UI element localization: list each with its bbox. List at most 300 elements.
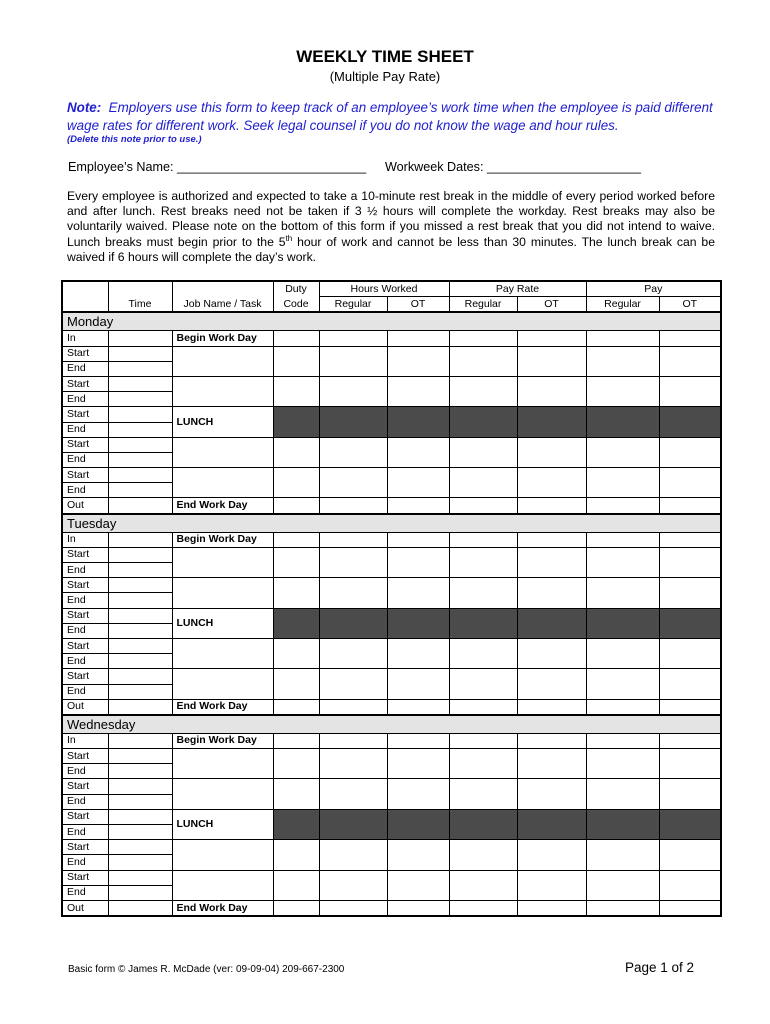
time-header: Time [108,297,172,313]
time-entry[interactable] [108,669,172,684]
amount-entry[interactable] [319,779,387,809]
rate-regular-header: Regular [449,297,517,313]
time-entry[interactable] [108,452,172,467]
row-label: Start [62,840,108,855]
amount-entry[interactable] [586,840,659,870]
amount-entry[interactable] [517,468,586,498]
amount-entry [586,407,659,437]
day-label: Tuesday [62,514,721,533]
amount-entry[interactable] [449,547,517,577]
amount-entry[interactable] [449,870,517,900]
duty-code-entry[interactable] [273,870,319,900]
job-header: Job Name / Task [172,297,273,313]
amount-entry[interactable] [517,699,586,715]
amount-entry[interactable] [449,468,517,498]
duty-code-entry[interactable] [273,638,319,668]
duty-code-entry[interactable] [273,578,319,608]
job-entry[interactable] [172,346,273,376]
amount-entry [517,407,586,437]
amount-entry[interactable] [517,437,586,467]
amount-entry[interactable] [449,498,517,514]
amount-entry[interactable] [659,331,721,346]
row-label: Start [62,870,108,885]
amount-entry[interactable] [319,468,387,498]
amount-entry[interactable] [387,376,449,406]
amount-entry[interactable] [319,578,387,608]
duty-code-entry[interactable] [273,749,319,779]
row-label: Start [62,608,108,623]
row-label: Start [62,749,108,764]
job-label: End Work Day [172,699,273,715]
break-policy-text [67,189,715,265]
row-label: Start [62,669,108,684]
amount-entry[interactable] [387,669,449,699]
page-number: Page 1 of 2 [625,960,695,975]
delete-note: (Delete this note prior to use.) [67,134,202,145]
job-label: Begin Work Day [172,532,273,547]
amount-entry[interactable] [659,840,721,870]
job-entry[interactable] [172,468,273,498]
in-row [62,532,721,547]
job-entry[interactable] [172,638,273,668]
amount-entry[interactable] [517,331,586,346]
amount-entry[interactable] [449,733,517,748]
pay-rate-header: Pay Rate [449,281,586,297]
code-header: Code [273,297,319,313]
time-entry[interactable] [108,870,172,885]
rate-ot-header: OT [517,297,586,313]
hours-ot-header: OT [387,297,449,313]
duty-code-entry[interactable] [273,532,319,547]
amount-entry[interactable] [449,669,517,699]
out-row [62,699,721,715]
amount-entry [387,608,449,638]
amount-entry [659,407,721,437]
amount-entry[interactable] [449,699,517,715]
employee-name-field[interactable]: Employee’s Name: ___________________________ [68,160,367,174]
form-title: WEEKLY TIME SHEET [296,47,474,66]
amount-entry[interactable] [517,376,586,406]
time-entry[interactable] [108,733,172,748]
amount-entry[interactable] [319,498,387,514]
amount-entry[interactable] [659,870,721,900]
start-row [62,749,721,764]
amount-entry [387,407,449,437]
amount-entry[interactable] [586,346,659,376]
amount-entry[interactable] [449,346,517,376]
amount-entry[interactable] [319,749,387,779]
amount-entry[interactable] [517,498,586,514]
time-entry[interactable] [108,885,172,900]
amount-entry[interactable] [387,331,449,346]
start-row [62,840,721,855]
employer-note [67,99,737,135]
workweek-dates-field[interactable]: Workweek Dates: ______________________ [385,160,642,174]
amount-entry[interactable] [449,578,517,608]
row-label: Start [62,437,108,452]
row-label: End [62,452,108,467]
time-entry[interactable] [108,608,172,623]
start-row [62,468,721,483]
amount-entry[interactable] [449,779,517,809]
row-label: End [62,563,108,578]
row-label: Start [62,578,108,593]
job-entry[interactable] [172,376,273,406]
policy-sup: th [285,233,293,243]
amount-entry[interactable] [659,900,721,916]
amount-entry[interactable] [449,532,517,547]
amount-entry[interactable] [659,749,721,779]
amount-entry[interactable] [586,437,659,467]
hours-regular-header: Regular [319,297,387,313]
note-text: Employers use this form to keep track of an employee’s work time when the employee is paid different wage rates for different work. Seek legal counsel if you do not know the wage and hour rules. [67,100,713,133]
amount-entry[interactable] [387,437,449,467]
amount-entry [586,608,659,638]
duty-header: Duty [273,281,319,297]
amount-entry[interactable] [449,900,517,916]
form-subtitle: (Multiple Pay Rate) [329,69,441,84]
header-blank [62,281,108,297]
amount-entry[interactable] [517,733,586,748]
pay-regular-header: Regular [586,297,659,313]
lunch-start-row [62,608,721,623]
start-row [62,578,721,593]
amount-entry[interactable] [517,840,586,870]
start-row [62,437,721,452]
row-label: Start [62,779,108,794]
time-entry[interactable] [108,794,172,809]
start-row [62,870,721,885]
time-entry[interactable] [108,840,172,855]
amount-entry[interactable] [449,749,517,779]
time-entry[interactable] [108,392,172,407]
row-label: End [62,825,108,840]
time-entry[interactable] [108,779,172,794]
day-header-row [62,514,721,533]
amount-entry[interactable] [319,669,387,699]
amount-entry[interactable] [586,870,659,900]
amount-entry[interactable] [586,669,659,699]
duty-code-entry[interactable] [273,468,319,498]
header-row-1 [62,281,721,297]
duty-code-entry[interactable] [273,699,319,715]
amount-entry[interactable] [586,578,659,608]
time-entry[interactable] [108,361,172,376]
time-entry[interactable] [108,809,172,824]
row-label: Start [62,638,108,653]
day-label: Wednesday [62,715,721,734]
amount-entry[interactable] [659,733,721,748]
row-label: Start [62,809,108,824]
amount-entry[interactable] [449,376,517,406]
row-label: Start [62,547,108,562]
amount-entry[interactable] [387,638,449,668]
day-header-row [62,715,721,734]
start-row [62,638,721,653]
amount-entry[interactable] [659,468,721,498]
pay-ot-header: OT [659,297,721,313]
row-label: Start [62,468,108,483]
amount-entry [517,608,586,638]
duty-code-entry [273,407,319,437]
job-entry[interactable] [172,547,273,577]
amount-entry[interactable] [517,578,586,608]
amount-entry[interactable] [387,547,449,577]
start-row [62,346,721,361]
time-entry[interactable] [108,498,172,514]
row-label: End [62,422,108,437]
amount-entry[interactable] [319,547,387,577]
time-entry[interactable] [108,346,172,361]
amount-entry[interactable] [586,699,659,715]
amount-entry[interactable] [387,578,449,608]
amount-entry [449,608,517,638]
amount-entry[interactable] [319,376,387,406]
row-label: End [62,885,108,900]
time-entry[interactable] [108,547,172,562]
amount-entry[interactable] [387,498,449,514]
row-label: In [62,331,108,346]
amount-entry [586,809,659,839]
amount-entry[interactable] [586,468,659,498]
time-entry[interactable] [108,900,172,916]
time-entry[interactable] [108,749,172,764]
amount-entry[interactable] [387,900,449,916]
day-label: Monday [62,312,721,331]
row-label: Out [62,699,108,715]
row-label: End [62,593,108,608]
amount-entry[interactable] [319,733,387,748]
out-row [62,498,721,514]
amount-entry[interactable] [387,779,449,809]
day-header-row [62,312,721,331]
job-entry[interactable] [172,749,273,779]
amount-entry[interactable] [659,779,721,809]
amount-entry[interactable] [517,870,586,900]
job-label: Begin Work Day [172,331,273,346]
row-label: Out [62,498,108,514]
duty-code-entry [273,809,319,839]
time-entry[interactable] [108,376,172,391]
amount-entry[interactable] [586,547,659,577]
row-label: In [62,733,108,748]
amount-entry[interactable] [586,638,659,668]
job-entry[interactable] [172,669,273,699]
row-label: In [62,532,108,547]
amount-entry[interactable] [659,532,721,547]
amount-entry [517,809,586,839]
row-label: End [62,483,108,498]
amount-entry[interactable] [319,437,387,467]
amount-entry[interactable] [387,699,449,715]
duty-code-entry[interactable] [273,779,319,809]
row-label: End [62,361,108,376]
amount-entry[interactable] [659,699,721,715]
start-row [62,779,721,794]
row-label: End [62,855,108,870]
amount-entry[interactable] [319,900,387,916]
amount-entry[interactable] [586,749,659,779]
row-label: End [62,764,108,779]
time-entry[interactable] [108,684,172,699]
amount-entry [659,608,721,638]
job-label: End Work Day [172,498,273,514]
lunch-start-row [62,407,721,422]
job-entry[interactable] [172,437,273,467]
amount-entry [387,809,449,839]
duty-code-entry[interactable] [273,900,319,916]
amount-entry[interactable] [517,532,586,547]
time-sheet-table [61,280,722,917]
row-label: End [62,392,108,407]
amount-entry[interactable] [659,638,721,668]
amount-entry[interactable] [319,870,387,900]
duty-code-entry[interactable] [273,437,319,467]
amount-entry[interactable] [586,376,659,406]
amount-entry[interactable] [387,468,449,498]
policy-part2: hour of work and cannot be less than 30 minutes. The lunch break can be waived if 6 hours will complete the day’s work. [67,234,715,264]
row-label: End [62,684,108,699]
amount-entry[interactable] [586,900,659,916]
amount-entry[interactable] [319,699,387,715]
footer-copyright: Basic form © James R. McDade (ver: 09-09-04) 209-667-2300 [68,964,345,975]
duty-code-entry[interactable] [273,669,319,699]
amount-entry[interactable] [659,498,721,514]
row-label: Start [62,407,108,422]
note-label: Note: [67,100,102,115]
amount-entry[interactable] [517,669,586,699]
row-label: Start [62,346,108,361]
header-blank [108,281,172,297]
amount-entry[interactable] [659,346,721,376]
amount-entry[interactable] [319,532,387,547]
time-entry[interactable] [108,855,172,870]
job-label: End Work Day [172,900,273,916]
time-entry[interactable] [108,468,172,483]
amount-entry [659,809,721,839]
amount-entry[interactable] [586,331,659,346]
duty-code-entry[interactable] [273,733,319,748]
duty-code-entry[interactable] [273,547,319,577]
amount-entry[interactable] [586,733,659,748]
amount-entry[interactable] [319,638,387,668]
amount-entry[interactable] [659,376,721,406]
row-label: End [62,794,108,809]
time-entry[interactable] [108,483,172,498]
job-entry[interactable] [172,779,273,809]
time-entry[interactable] [108,437,172,452]
lunch-start-row [62,809,721,824]
row-label: Out [62,900,108,916]
amount-entry[interactable] [387,532,449,547]
amount-entry[interactable] [319,331,387,346]
amount-entry[interactable] [659,578,721,608]
time-entry[interactable] [108,532,172,547]
time-entry[interactable] [108,654,172,669]
duty-code-entry[interactable] [273,376,319,406]
amount-entry[interactable] [517,638,586,668]
amount-entry[interactable] [387,840,449,870]
time-entry[interactable] [108,638,172,653]
amount-entry[interactable] [387,749,449,779]
amount-entry[interactable] [517,547,586,577]
time-entry[interactable] [108,764,172,779]
job-entry[interactable] [172,870,273,900]
amount-entry[interactable] [659,669,721,699]
time-entry[interactable] [108,699,172,715]
row-label: Start [62,376,108,391]
amount-entry [319,407,387,437]
duty-code-entry [273,608,319,638]
out-row [62,900,721,916]
time-entry[interactable] [108,623,172,638]
amount-entry [319,809,387,839]
duty-code-entry[interactable] [273,346,319,376]
amount-entry[interactable] [449,840,517,870]
header-row-2 [62,297,721,313]
policy-part1: Every employee is authorized and expected to take a 10-minute rest break in the middle of every period worked before and after lunch. Rest breaks need not be taken if 3 ½ hours will complete the workday. Rest breaks may also be voluntarily waived. Please note on the bottom of this form if you missed a rest break that you did not intend to waive. Lunch breaks must begin prior to the 5 [67,189,715,249]
job-label: Begin Work Day [172,733,273,748]
amount-entry[interactable] [517,346,586,376]
amount-entry[interactable] [586,498,659,514]
row-label: End [62,623,108,638]
header-blank [172,281,273,297]
duty-code-entry[interactable] [273,840,319,870]
hours-worked-header: Hours Worked [319,281,449,297]
in-row [62,733,721,748]
amount-entry[interactable] [659,437,721,467]
time-entry[interactable] [108,331,172,346]
start-row [62,547,721,562]
amount-entry[interactable] [659,547,721,577]
header-blank [62,297,108,313]
time-entry[interactable] [108,825,172,840]
lunch-label: LUNCH [172,608,273,638]
duty-code-entry[interactable] [273,498,319,514]
amount-entry [449,407,517,437]
lunch-label: LUNCH [172,809,273,839]
amount-entry[interactable] [449,437,517,467]
amount-entry [319,608,387,638]
amount-entry[interactable] [517,900,586,916]
amount-entry[interactable] [387,733,449,748]
in-row [62,331,721,346]
amount-entry [449,809,517,839]
row-label: End [62,654,108,669]
job-entry[interactable] [172,840,273,870]
time-entry[interactable] [108,593,172,608]
amount-entry[interactable] [387,870,449,900]
amount-entry[interactable] [517,779,586,809]
amount-entry[interactable] [586,779,659,809]
amount-entry[interactable] [517,749,586,779]
time-entry[interactable] [108,422,172,437]
amount-entry[interactable] [319,346,387,376]
duty-code-entry[interactable] [273,331,319,346]
time-entry[interactable] [108,407,172,422]
amount-entry[interactable] [387,346,449,376]
lunch-label: LUNCH [172,407,273,437]
time-entry[interactable] [108,563,172,578]
amount-entry[interactable] [586,532,659,547]
amount-entry[interactable] [449,331,517,346]
time-entry[interactable] [108,578,172,593]
amount-entry[interactable] [449,638,517,668]
start-row [62,376,721,391]
job-entry[interactable] [172,578,273,608]
amount-entry[interactable] [319,840,387,870]
start-row [62,669,721,684]
